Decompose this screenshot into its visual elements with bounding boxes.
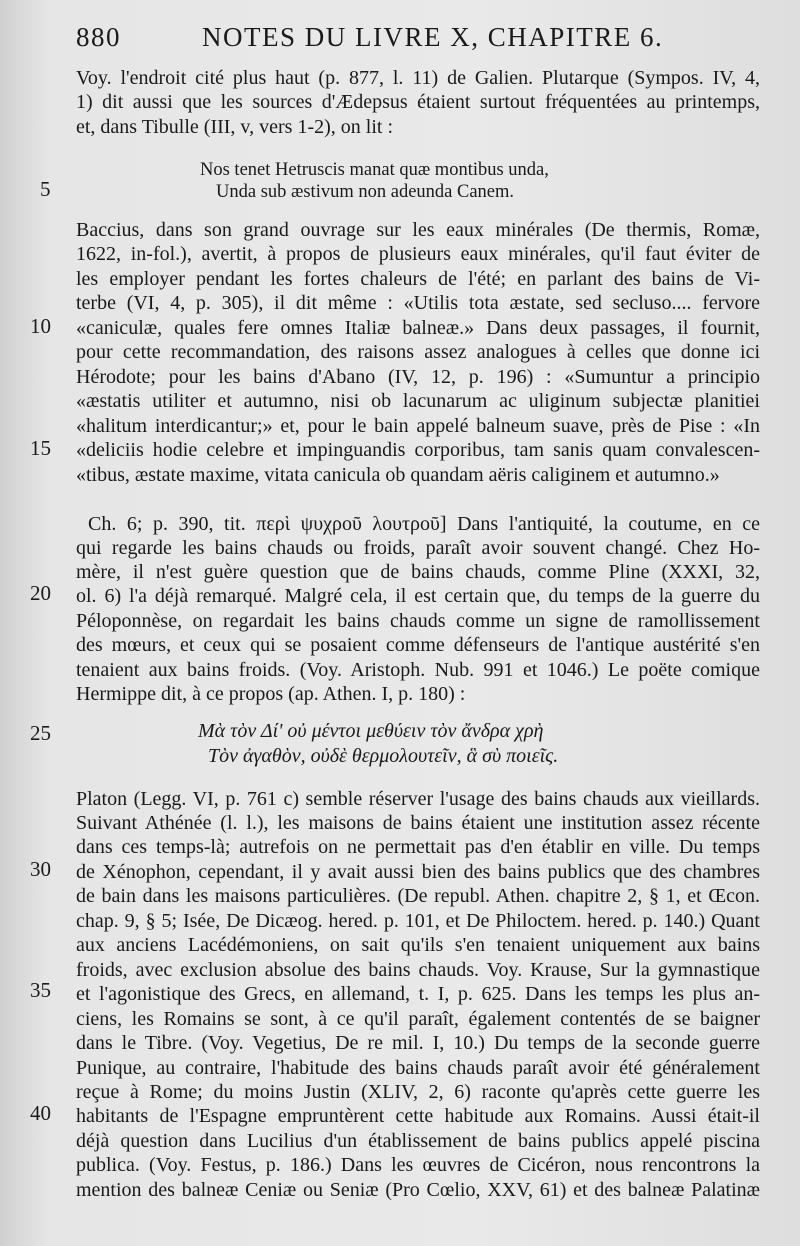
text-line: «tibus, æstate maxime, vitata canicula ob quandam aëris caliginem et autumno.» xyxy=(76,464,720,486)
text-line: Baccius, dans son grand ouvrage sur les eaux minérales (De thermis, Romæ, xyxy=(76,219,760,241)
text-line: Platon (Legg. VI, p. 761 c) semble réserver l'usage des bains chauds aux vieillards. xyxy=(76,788,760,810)
page-number: 880 xyxy=(76,22,121,52)
text-line: terbe (VI, 4, p. 305), il dit même : «Utilis tota æstate, sed secluso.... fervore xyxy=(76,292,760,314)
verse-line: Nos tenet Hetruscis manat quæ montibus unda, xyxy=(200,160,549,180)
text-line: dans le Tibre. (Voy. Vegetius, De re mil. I, 10.) Du temps de la seconde guerre xyxy=(76,1032,760,1054)
line-number: 35 xyxy=(30,978,51,1002)
text-line: Suivant Athénée (l. l.), les maisons de bains étaient une institution assez récente xyxy=(76,812,760,834)
text-line: Punique, au contraire, l'habitude des bains chauds paraît avoir été généralement xyxy=(76,1057,760,1079)
text-line: Voy. l'endroit cité plus haut (p. 877, l. 11) de Galien. Plutarque (Sympos. IV, 4, xyxy=(76,67,760,89)
text-line: et, dans Tibulle (III, v, vers 1-2), on lit : xyxy=(76,116,394,138)
text-line: Hérodote; pour les bains d'Abano (IV, 12, p. 196) : «Sumuntur a principio xyxy=(76,366,760,388)
verse-line: Unda sub æstivum non adeunda Canem. xyxy=(216,182,515,202)
text-line: habitants de l'Espagne empruntèrent cette habitude aux Romains. Aussi était-il xyxy=(76,1105,760,1127)
text-line: publica. (Voy. Festus, p. 186.) Dans les œuvres de Cicéron, nous rencontrons la xyxy=(76,1154,760,1176)
text-line: chap. 9, § 5; Isée, De Dicæog. hered. p. 101, et De Philoctem. hered. p. 140.) Quant xyxy=(76,910,760,932)
verse-line: Τὸν ἀγαθὸν, οὐδὲ θερμολουτεῖν, ἃ σὺ ποιεῖς. xyxy=(208,745,559,767)
text-line: Ch. 6; p. 390, tit. περὶ ψυχροῦ λουτροῦ] Dans l'antiquité, la coutume, en ce xyxy=(88,513,760,535)
text-line: froids, avec exclusion absolue des bains chauds. Voy. Krause, Sur la gymnastique xyxy=(76,959,760,981)
text-line: les employer pendant les fortes chaleurs de l'été; en parlant des bains de Vi- xyxy=(76,268,760,290)
line-number: 15 xyxy=(30,436,51,460)
line-number: 5 xyxy=(40,177,51,201)
line-number: 40 xyxy=(30,1101,51,1125)
line-number: 30 xyxy=(30,857,51,881)
text-line: qui regarde les bains chauds ou froids, paraît avoir souvent changé. Chez Ho- xyxy=(76,537,760,559)
text-line: mère, il n'est guère question que de bains chauds, comme Pline (XXXI, 32, xyxy=(76,561,760,583)
text-line: Péloponnèse, on regardait les bains chauds comme un signe de ramollissement xyxy=(76,610,760,632)
line-number: 25 xyxy=(30,721,51,745)
text-line: 1622, in-fol.), avertit, à propos de plusieurs eaux minérales, qu'il faut éviter de xyxy=(76,243,760,265)
text-line: ciens, les Romains se sont, à ce qu'il paraît, également contentés de se baigner xyxy=(76,1008,760,1030)
text-line: «caniculæ, quales fere omnes Italiæ balneæ.» Dans deux passages, il fournit, xyxy=(76,317,760,339)
text-line: dans ces temps-là; autrefois on ne permettait pas d'en établir en ville. Du temps xyxy=(76,836,760,858)
text-line: ol. 6) l'a déjà remarqué. Malgré cela, il est certain que, du temps de la guerre du xyxy=(76,585,760,607)
text-line: «æstatis utiliter et autumno, nisi ob lacunarum ac uliginum subjectæ planitiei xyxy=(76,390,760,412)
line-number: 20 xyxy=(30,581,51,605)
text-line: mention des balneæ Ceniæ ou Seniæ (Pro Cœlio, XXV, 61) et des balneæ Palatinæ xyxy=(76,1179,760,1201)
text-line: aux anciens Lacédémoniens, on sait qu'ils s'en tenaient uniquement aux bains xyxy=(76,934,760,956)
text-line: «halitum interdicantur;» et, pour le bain appelé balneum suave, près de Pise : «In xyxy=(76,415,760,437)
verse-line: Μὰ τὸν Δί' οὐ μέντοι μεθύειν τὸν ἄνδρα χρὴ xyxy=(198,720,544,742)
text-line: déjà question dans Lucilius d'un établissement de bains publics appelé piscina xyxy=(76,1130,760,1152)
text-line: de Xénophon, cependant, il y avait aussi bien des bains publics que des chambres xyxy=(76,861,760,883)
page-header xyxy=(76,22,756,58)
text-line: des mœurs, et ceux qui se posaient comme défenseurs de l'antique austérité s'en xyxy=(76,634,760,656)
text-line: 1) dit aussi que les sources d'Ædepsus étaient surtout fréquentées au printemps, xyxy=(76,91,760,113)
running-head: NOTES DU LIVRE X, CHAPITRE 6. xyxy=(202,22,664,52)
text-line: reçue à Rome; du moins Justin (XLIV, 2, 6) raconte qu'après cette guerre les xyxy=(76,1081,760,1103)
text-line: pour cette recommandation, des raisons assez analogues à celles que donne ici xyxy=(76,341,760,363)
text-line: Hermippe dit, à ce propos (ap. Athen. I, p. 180) : xyxy=(76,683,466,705)
text-line: et l'agonistique des Grecs, en allemand, t. I, p. 625. Dans les temps les plus an- xyxy=(76,983,760,1005)
text-line: tenaient aux bains froids. (Voy. Aristoph. Nub. 991 et 1046.) Le poëte comique xyxy=(76,659,760,681)
line-number: 10 xyxy=(30,314,51,338)
text-line: «deliciis hodie celebre et impinguandis corporibus, tam sanis quam convalescen- xyxy=(76,439,760,461)
text-line: de bain dans les maisons particulières. (De republ. Athen. chapitre 2, § 1, et Œcon. xyxy=(76,885,760,907)
